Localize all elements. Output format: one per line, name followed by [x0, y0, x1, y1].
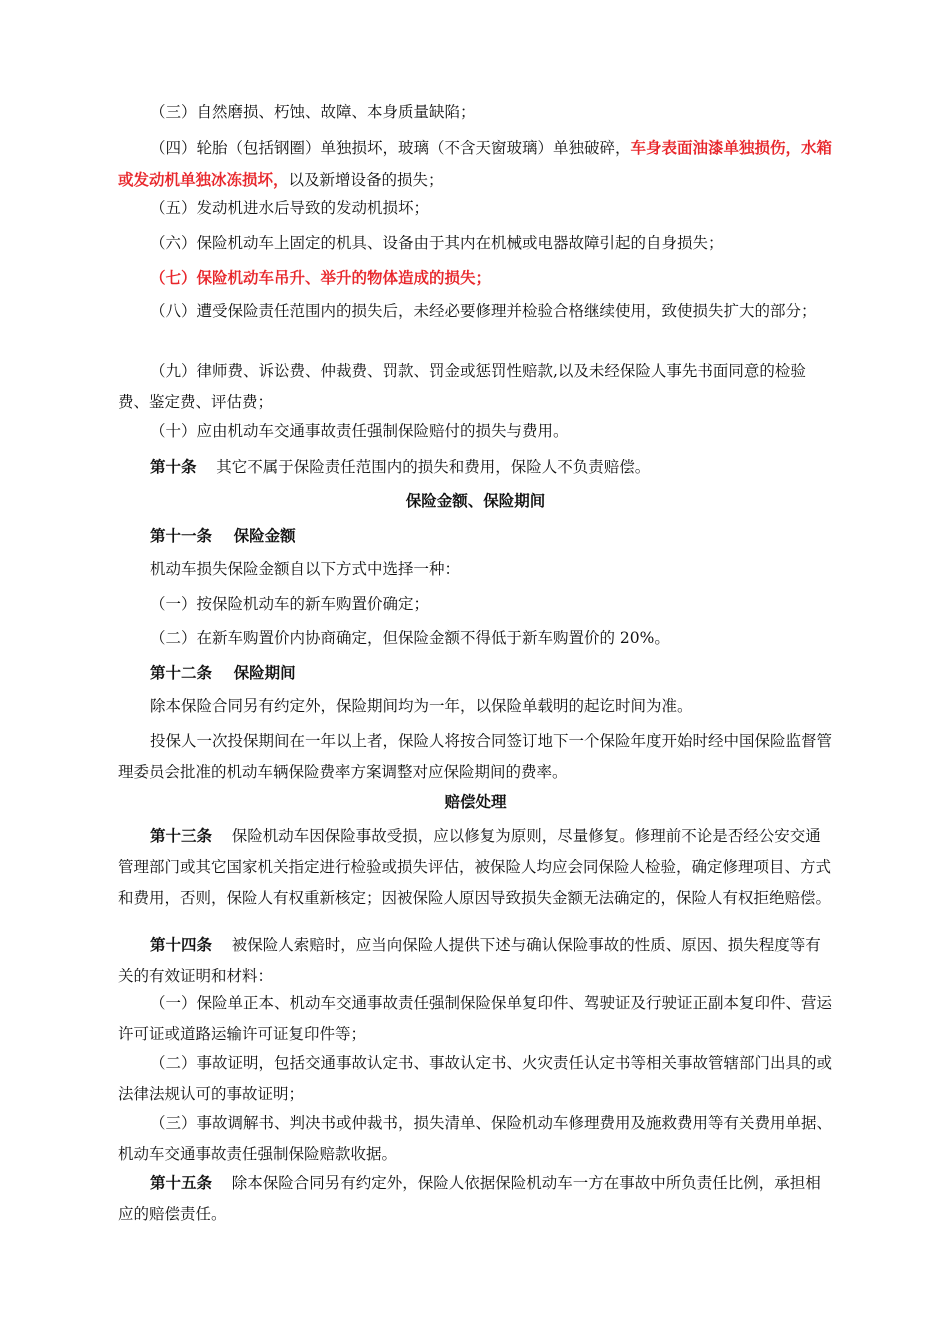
article-10 [118, 451, 833, 483]
clause-7: （七）保险机动车吊升、举升的物体造成的损失； [150, 268, 492, 287]
period-text-2: 投保人一次投保期间在一年以上者，保险人将按合同签订地下一个保险年度开始时经中国保险监督管理委员会批准的机动车辆保险费率方案调整对应保险期间的费率。 [118, 732, 833, 781]
article-15 [118, 1167, 833, 1230]
article-11 [118, 520, 833, 551]
clause-6: （六）保险机动车上固定的机具、设备由于其内在机械或电器故障引起的自身损失； [150, 234, 724, 252]
article-12-label: 第十二条 [150, 663, 213, 682]
article-10-label: 第十条 [150, 457, 197, 476]
clause-4 [118, 132, 833, 196]
article-13-text: 保险机动车因保险事故受损，应以修复为原则，尽量修复。修理前不论是否经公安交通管理部门或其它国家机关指定进行检验或损失评估，被保险人均应会同保险人检验，确定修理项目、方式和费用，否则，保险人有权重新核定；因被保险人原因导致损失金额无法确定的，保险人有权拒绝赔偿。 [118, 827, 832, 907]
amount-intro: 机动车损失保险金额自以下方式中选择一种： [150, 560, 461, 578]
clause-4-text-b: 以及新增设备的损失； [288, 171, 444, 189]
claim-doc-2: （二）事故证明，包括交通事故认定书、事故认定书、火灾责任认定书等相关事故管辖部门出具的或法律法规认可的事故证明； [118, 1054, 833, 1103]
article-13 [118, 820, 833, 914]
clause-4-highlight: 车身表面油漆单独损伤，水箱或发动机单独冰冻损坏， [118, 138, 833, 189]
section-heading-amount-period: 保险金额、保险期间 [405, 491, 546, 510]
claim-doc-1: （一）保险单正本、机动车交通事故责任强制保险保单复印件、驾驶证及行驶证正副本复印件、营运许可证或道路运输许可证复印件等； [118, 994, 833, 1043]
article-14 [118, 929, 833, 992]
clause-9: （九）律师费、诉讼费、仲裁费、罚款、罚金或惩罚性赔款,以及未经保险人事先书面同意的检验费、鉴定费、评估费； [118, 362, 806, 411]
amount-option-2: （二）在新车购置价内协商确定，但保险金额不得低于新车购置价的 20%。 [150, 629, 670, 647]
period-text-1: 除本保险合同另有约定外，保险期间均为一年，以保险单载明的起讫时间为准。 [150, 697, 693, 715]
amount-option-1: （一）按保险机动车的新车购置价确定； [150, 595, 430, 613]
section-heading-claims: 赔偿处理 [444, 792, 507, 811]
clause-5: （五）发动机进水后导致的发动机损坏； [150, 199, 430, 217]
clause-3: （三）自然磨损、朽蚀、故障、本身质量缺陷； [150, 103, 476, 121]
article-14-label: 第十四条 [150, 935, 213, 954]
clause-8: （八）遭受保险责任范围内的损失后，未经必要修理并检验合格继续使用，致使损失扩大的部分； [150, 302, 817, 320]
article-14-text: 被保险人索赔时，应当向保险人提供下述与确认保险事故的性质、原因、损失程度等有关的有效证明和材料： [118, 936, 821, 985]
article-10-text: 其它不属于保险责任范围内的损失和费用，保险人不负责赔偿。 [216, 458, 651, 476]
article-15-label: 第十五条 [150, 1173, 213, 1192]
article-12 [118, 657, 833, 688]
clause-10-sub: （十）应由机动车交通事故责任强制保险赔付的损失与费用。 [150, 422, 569, 440]
article-12-title: 保险期间 [233, 663, 296, 682]
article-11-label: 第十一条 [150, 526, 213, 545]
clause-4-text-a: （四）轮胎（包括钢圈）单独损坏，玻璃（不含天窗玻璃）单独破碎， [150, 139, 631, 157]
article-15-text: 除本保险合同另有约定外，保险人依据保险机动车一方在事故中所负责任比例，承担相应的赔偿责任。 [118, 1174, 821, 1223]
article-11-title: 保险金额 [233, 526, 296, 545]
claim-doc-3: （三）事故调解书、判决书或仲裁书，损失清单、保险机动车修理费用及施救费用等有关费用单据、机动车交通事故责任强制保险赔款收据。 [118, 1114, 833, 1163]
article-13-label: 第十三条 [150, 826, 213, 845]
